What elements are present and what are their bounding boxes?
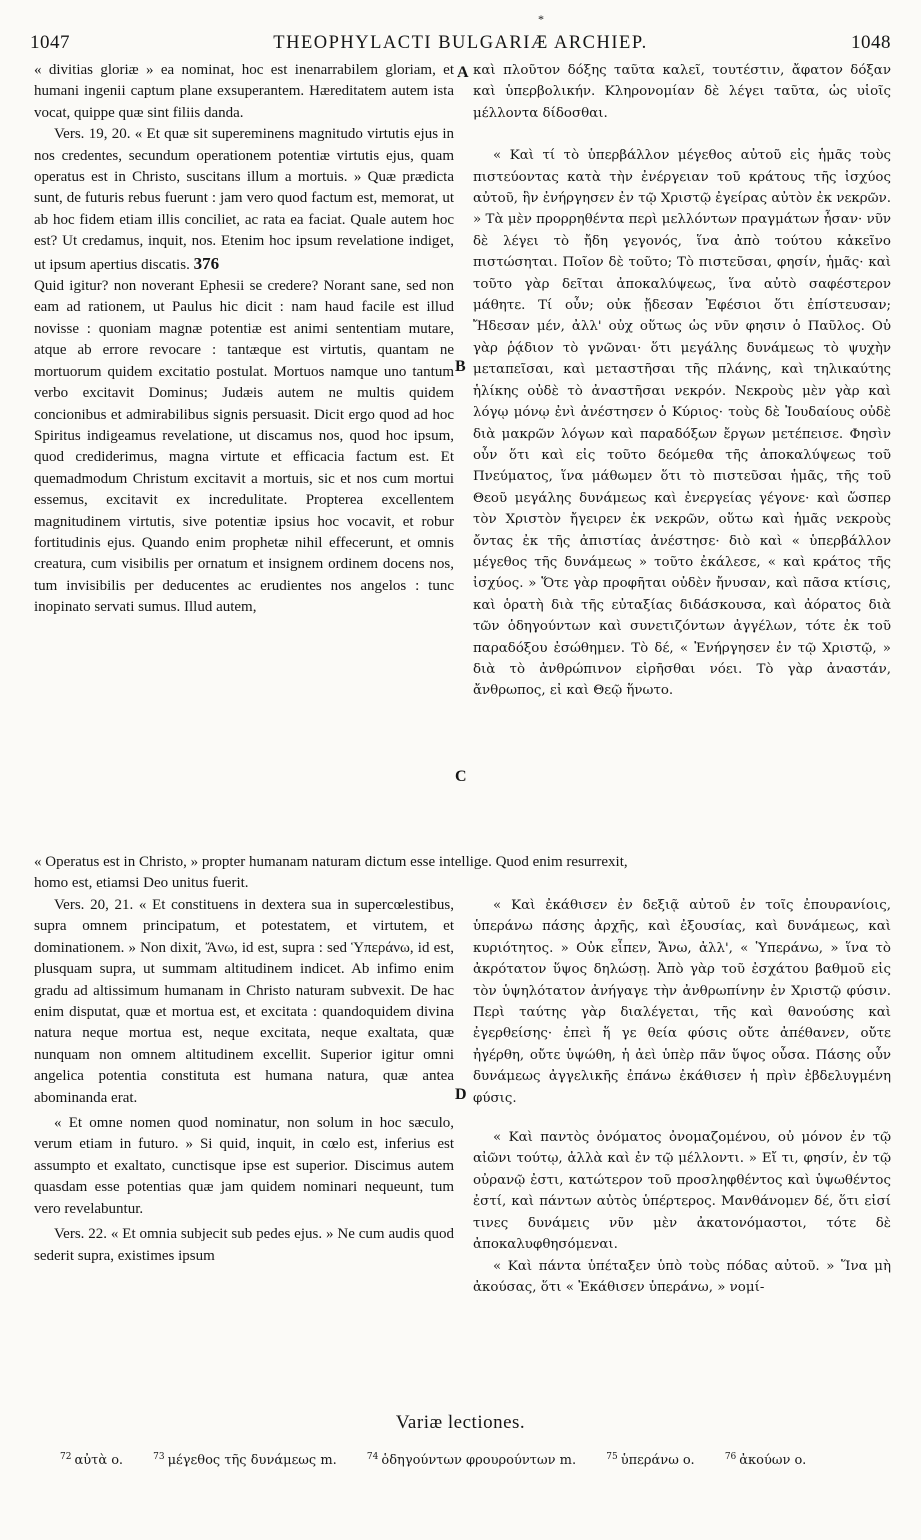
section-letter-a: A	[457, 64, 469, 81]
greek-paragraph: « Καὶ ἐκάθισεν ἐν δεξιᾷ αὐτοῦ ἐν τοῖς ἐπουρανίοις, ὑπεράνω πάσης ἀρχῆς, καὶ ἐξουσίας, καὶ δυνάμεως, καὶ κυριότητος. » Οὐκ εἶπεν, Ἄνω, ἀλλ', « Ὑπεράνω, » ἵνα τὸ ἀκρότατον ὕψος δηλώσῃ. Ἀπὸ γὰρ τοῦ ἐσχάτου βαθμοῦ εἰς τὸν ὑψηλότατον ἀνήγαγε τὴν ἀνθρωπίνην ἐν Χριστῷ φύσιν. Περὶ ταύτης γὰρ διαλέγεται, τῆς καὶ θανούσης καὶ ἐγερθείσης· ἐπεὶ ἥ γε θεία φύσις οὔτε ἀπέθανεν, οὔτε ἠγέρθη, οὔτε ὑψώθη, ἡ ἀεὶ ὑπὲρ πᾶν ὕψος οὖσα. Πάσης οὖν δυνάμεως ἀγγελικῆς ἐπάνω ἐκάθισεν ἡ πρὶν ἐβδελυγμένη φύσις.	[473, 898, 891, 1106]
spanning-text: « Operatus est in Christo, » propter humanam naturam dictum esse intellige. Quod enim resurrexit,	[34, 854, 628, 870]
greek-column-bottom	[473, 895, 891, 1298]
left-page-number: 1047	[30, 32, 70, 53]
footnote: $^{73}$ μέγεθος τῆς δυνάμεως m.	[153, 1452, 337, 1469]
variae-lectiones-title: Variæ lectiones.	[395, 1412, 526, 1433]
footnotes	[60, 1452, 900, 1468]
footnote: $^{76}$ ἀκούων o.	[724, 1452, 807, 1469]
latin-column-top	[34, 60, 454, 619]
footnote: $^{74}$ ὁδηγούντων φρουρούντων m.	[366, 1452, 577, 1469]
latin-paragraph-text: Vers. 19, 20. « Et quæ sit supereminens magnitudo virtutis ejus in nos credentes, secundum operationem potentiæ virtutis ejus, quam operatus est in Christo, suscitans illum a mortuis. » Quæ prædicta sunt, de futuris rebus fuerunt : jam vero quod factum est, memorat, ut ab hoc fidem etiam illis conciliet, ac rata ea faciat. Quale autem hoc est? Ut credamus, inquit, nos. Etenim hoc ipsum revelatione indiget, ut ipsum apertius discatis.	[34, 126, 454, 273]
latin-paragraph	[34, 124, 454, 276]
right-page-number: 1048	[851, 32, 891, 53]
latin-paragraph: « divitias gloriæ » ea nominat, hoc est inenarrabilem gloriam, et humani ingenii captum plane exsuperantem. Hæreditatem autem ista vocat, quippe quæ sint filiis danda.	[34, 62, 454, 121]
latin-paragraph: Quid igitur? non noverant Ephesii se credere? Norant sane, sed non eam ad rationem, ut Paulus hic dicit : nam haud facile est illud novisse : quoniam magnæ potentiæ est animi sententiam mutare, atque ab errore revocare : tantæque est virtutis, quantam ne mortuorum quidem excitatio postulat. Mortuos namque uno tantum verbo excitavit Dominus; Judæis autem ne multis quidem concionibus et admirabilibus signis persuasit. Dicit ergo quod ad hoc Spiritus indigeamus revelatione, ut discamus nos, quod hoc ipsum, quod crediderimus, magna virtute et efficacia factum est. Et quemadmodum Christum excitavit a mortuis, sic et nos cum mortui essemus, excitavit ex incredulitate. Propterea excellentem magnitudinem virtutis, sive potentiæ ipsius hoc vocavit, et robur fortitudinis ejus. Quando enim prophetæ nihil effecerunt, et omnis creatura, cum visibilis per ornatum et insignem ordinem docens nos, tum invisibilis per deducentes ac erudientes nos angelos : tunc inopinato servati sumus. Illud autem,	[34, 278, 454, 616]
footnote: $^{72}$ αὐτὰ o.	[60, 1452, 123, 1469]
latin-column-bottom	[34, 895, 454, 1267]
section-letter-d: D	[455, 1086, 467, 1103]
latin-paragraph: Vers. 20, 21. « Et constituens in dextera sua in supercœlestibus, supra omnem principatum, et potestatem, et virtutem, et dominationem. » Non dixit, Ἄνω, id est, supra : sed Ὑπεράνω, id est, plusquam supra, ut summam altitudinem indicet. Ab infimo enim gradu ad altissimum humanam in Christo naturam subvexit. De hac enim disputat, quæ et mortua est, et excitata : quandoquidem divina natura neque mortua est, neque excitata, neque exaltata, quæ nunquam non omnem altitudinem excellit. Superior igitur omni angelica potentia constituta est humana natura, quæ antea abominanda erat.	[34, 897, 454, 1106]
greek-paragraph: « Καὶ τί τὸ ὑπερβάλλον μέγεθος αὐτοῦ εἰς ἡμᾶς τοὺς πιστεύοντας κατὰ τὴν ἐνέργειαν τοῦ κράτους τῆς ἰσχύος αὐτοῦ, ἣν ἐνήργησεν ἐν τῷ Χριστῷ ἐγείρας αὐτὸν ἐκ νεκρῶν. » Τὰ μὲν προρρηθέντα περὶ μελλόντων πραγμάτων ἦσαν· νῦν δὲ λέγει τὸ ἤδη γεγονός, ἵνα ἀπὸ τούτου κἀκεῖνο πιστώσηται. Ποῖον δὲ τοῦτο; Τὸ πιστεῦσαι, φησίν, ἡμᾶς· καὶ τοῦτο γὰρ δεῖται ἀποκαλύψεως, ἵνα αὐτὸ σαφέστερον μάθητε. Τί οὖν; οὐκ ᾔδεσαν Ἐφέσιοι ὅτι ἐπίστευσαν; Ἤδεσαν μέν, ἀλλ' οὐχ οὕτως ὡς νῦν φησιν ὁ Παῦλος. Οὐ γὰρ ῥᾴδιον τὸ γνῶναι· ὅτι μεγάλης δυνάμεως τὸ ψυχὴν μεταπεῖσαι, καὶ μεταστῆσαι τῆς πλάνης, καὶ τηλικαύτης ἡλίκης οὐδὲ τὸ ἀναστῆσαι νεκρόν. Νεκροὺς μὲν γὰρ καὶ λόγῳ μόνῳ ἐνὶ ἀνέστησεν ὁ Κύριος· τοὺς δὲ Ἰουδαίους οὐδὲ διὰ μακρῶν λόγων καὶ παραδόξων ἔργων μετέπεισε. Φησὶν οὖν ὅτι καὶ εἰς τοῦτο δεόμεθα τῆς ἀποκαλύψεως τοῦ Πνεύματος, ἵνα μάθωμεν ὅτι τὸ πιστεῦσαι ἡμᾶς, τῆς τοῦ Θεοῦ μεγάλης δυνάμεως καὶ ἐνεργείας γέγονε· καὶ ὥσπερ τὸν Χριστὸν ἤγειρεν ἐκ νεκρῶν, οὕτω καὶ ἡμᾶς νεκροὺς ὄντας ἐκ τῆς ἀπιστίας ἀνέστησε· διὸ καὶ « ὑπερβάλλον μέγεθος τῆς δυνάμεως » τοῦτο ἐκάλεσε, « καὶ κράτος τῆς ἰσχύος. » Ὅτε γὰρ προφῆται οὐδὲν ἤνυσαν, καὶ πᾶσα κτίσις, καὶ ὁρατὴ διὰ τῆς εὐταξίας διδάσκουσα, καὶ ἀόρατος διὰ τῶν ὁδηγούντων καὶ συνετιζόντων ἀγγέλων, τότε ἐκ τοῦ παραδόξου ἐσώθημεν. Τὸ δέ, « Ἐνήργησεν ἐν τῷ Χριστῷ, » διὰ τὸ ἀνθρώπινον εἰρῆσθαι νόει. Τὸ γὰρ ἀναστάν, ἄνθρωπος, εἰ καὶ Θεῷ ἥνωτο.	[473, 148, 891, 699]
running-title: THEOPHYLACTI BULGARIÆ ARCHIEP.	[273, 33, 648, 53]
spanning-text-continuation: homo est, etiamsi Deo unitus fuerit.	[34, 875, 249, 892]
section-letter-b: B	[455, 358, 466, 375]
section-letter-c: C	[455, 768, 467, 785]
greek-paragraph: « Καὶ παντὸς ὀνόματος ὀνομαζομένου, οὐ μόνον ἐν τῷ αἰῶνι τούτῳ, ἀλλὰ καὶ ἐν τῷ μέλλοντι. » Εἴ τι, φησίν, ἐν τῷ οὐρανῷ ἐστι, κατώτερον τοῦ προσληφθέντος καὶ ὑψωθέντος ἐστί, καὶ πάντων αὐτὸς ὑπέρτερος. Μανθάνομεν δέ, ὅτι εἰσί τινες δυνάμεις νῦν μὲν ἀκατονόμαστοι, τότε δὲ ἀποκαλυφθησόμεναι.	[473, 1130, 891, 1253]
greek-paragraph: « Καὶ πάντα ὑπέταξεν ὑπὸ τοὺς πόδας αὐτοῦ. » Ἵνα μὴ ἀκούσας, ὅτι « Ἐκάθισεν ὑπεράνω, » νομί-	[473, 1258, 891, 1295]
greek-paragraph: καὶ πλοῦτον δόξης ταῦτα καλεῖ, τουτέστιν, ἄφατον δόξαν καὶ ὑπερβολικήν. Κληρονομίαν δὲ λέγει ταῦτα, ὡς υἱοῖς μέλλοντα δίδοσθαι.	[473, 63, 891, 121]
top-mark: *	[538, 12, 544, 26]
latin-paragraph: Vers. 22. « Et omnia subjecit sub pedes ejus. » Ne cum audis quod sederit supra, existimes ipsum	[34, 1226, 454, 1264]
greek-column-top	[473, 60, 891, 702]
spanning-latin-line	[34, 852, 891, 895]
marginal-reference-number: 376	[193, 253, 220, 273]
footnote: $^{75}$ ὑπεράνω o.	[606, 1452, 695, 1469]
latin-paragraph: « Et omne nomen quod nominatur, non solum in hoc sæculo, verum etiam in futuro. » Si quid, inquit, in cœlo est, inferius est assumpto et exaltato, cunctisque ipse est superior. Discimus autem quasdam esse potentias quæ jam quidem nominari nequeunt, tum vero revelabuntur.	[34, 1115, 454, 1217]
running-header	[30, 32, 891, 56]
